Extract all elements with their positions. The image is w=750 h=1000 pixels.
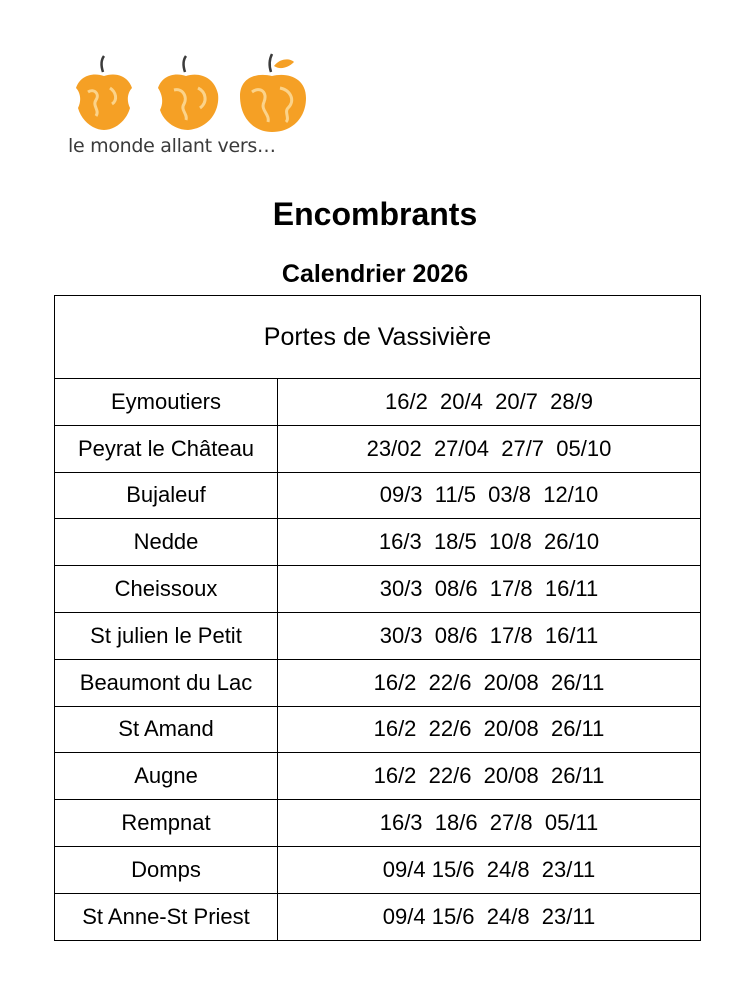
collection-dates: 09/4 15/6 24/8 23/11 [278,846,701,893]
table-row [55,425,701,472]
table-row [55,612,701,659]
collection-dates: 09/3 11/5 03/8 12/10 [278,472,701,519]
collection-dates: 30/3 08/6 17/8 16/11 [278,566,701,613]
table-row [55,893,701,940]
table-row [55,753,701,800]
town-name: Peyrat le Château [55,425,278,472]
table-row [55,706,701,753]
section-header: Portes de Vassivière [55,296,701,379]
page-subtitle: Calendrier 2026 [281,260,469,288]
town-name: St Amand [55,706,278,753]
collection-dates: 09/4 15/6 24/8 23/11 [278,893,701,940]
logo-tagline: le monde allant vers… [68,135,276,157]
town-name: Augne [55,753,278,800]
collection-dates: 16/3 18/5 10/8 26/10 [278,519,701,566]
collection-dates: 23/02 27/04 27/7 05/10 [278,425,701,472]
table-row [55,566,701,613]
table-row [55,800,701,847]
town-name: St julien le Petit [55,612,278,659]
table-row [55,472,701,519]
collection-dates: 16/2 20/4 20/7 28/9 [278,379,701,426]
town-name: St Anne-St Priest [55,893,278,940]
apple-icon [240,54,306,132]
town-name: Eymoutiers [55,379,278,426]
town-name: Rempnat [55,800,278,847]
town-name: Bujaleuf [55,472,278,519]
table-row [55,846,701,893]
apple-icon [158,56,218,130]
apples-logo-icon [66,48,326,138]
town-name: Domps [55,846,278,893]
town-name: Cheissoux [55,566,278,613]
table-row [55,379,701,426]
table-row [55,519,701,566]
collection-dates: 16/3 18/6 27/8 05/11 [278,800,701,847]
page-title: Encombrants [272,196,478,232]
apple-icon [76,56,132,130]
collection-dates: 16/2 22/6 20/08 26/11 [278,753,701,800]
collection-dates: 30/3 08/6 17/8 16/11 [278,612,701,659]
town-name: Nedde [55,519,278,566]
collection-dates: 16/2 22/6 20/08 26/11 [278,706,701,753]
table-row [55,659,701,706]
town-name: Beaumont du Lac [55,659,278,706]
section-row [55,296,701,379]
collection-dates: 16/2 22/6 20/08 26/11 [278,659,701,706]
calendar-table [54,295,701,941]
